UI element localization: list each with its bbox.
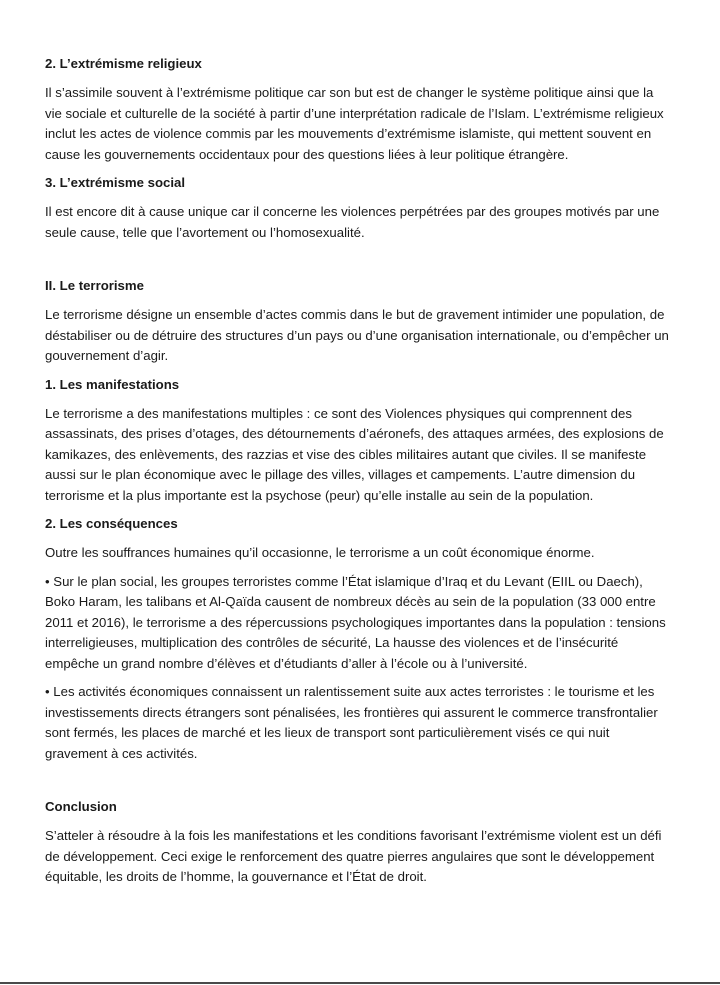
page-bottom-divider [0, 982, 720, 984]
paragraph-consequences-intro: Outre les souffrances humaines qu’il occasionne, le terrorisme a un coût économique énorme. [45, 545, 595, 560]
document-page [45, 54, 673, 888]
heading-extremisme-religieux: 2. L’extrémisme religieux [45, 56, 202, 71]
paragraph-extremisme-religieux: Il s’assimile souvent à l’extrémisme politique car son but est de changer le système politique ainsi que la vie sociale et culturelle de la société à partir d’une interprétation radicale de l’Islam. L’extrémisme religieux inclut les actes de violence commis par les mouvements d’extrémisme islamiste, qui mettent souvent en cause les gouvernements occidentaux pour des questions liées à leur politique étrangère. [45, 85, 664, 162]
paragraph-extremisme-social: Il est encore dit à cause unique car il concerne les violences perpétrées par des groupes motivés par une seule cause, telle que l’avortement ou l’homosexualité. [45, 204, 660, 240]
heading-terrorisme: II. Le terrorisme [45, 278, 144, 293]
paragraph-terrorisme: Le terrorisme désigne un ensemble d’actes commis dans le but de gravement intimider une population, de déstabiliser ou de détruire des structures d’un pays ou d’une organisation internationale, ou d’empêcher un gouvernement d’agir. [45, 307, 669, 363]
paragraph-conclusion: S’atteler à résoudre à la fois les manifestations et les conditions favorisant l’extrémisme violent est un défi de développement. Ceci exige le renforcement des quatre pierres angulaires que sont le développement équitable, les droits de l’homme, la gouvernance et l’État de droit. [45, 828, 662, 884]
paragraph-manifestations: Le terrorisme a des manifestations multiples : ce sont des Violences physiques qui comprennent des assassinats, des prises d’otages, des détournements d’aéronefs, des attaques armées, des explosions de kamikazes, des enlèvements, des razzias et vise des cibles militaires autant que civiles. Il se manifeste aussi sur le plan économique avec le pillage des villes, villages et campements. L’autre dimension du terrorisme et la plus importante est la psychose (peur) qu’elle installe au sein de la population. [45, 405, 664, 503]
heading-manifestations: 1. Les manifestations [45, 376, 180, 392]
heading-consequences: 2. Les conséquences [45, 516, 178, 531]
bullet-plan-social: • Sur le plan social, les groupes terroristes comme l’État islamique d’Iraq et du Levant (EIIL ou Daech), Boko Haram, les talibans et Al-Qaïda causent de nombreux décès au sein de la population (33 000 entre 2011 et 2016), le terrorisme a des répercussions psychologiques importantes dans la population : tensions interreligieuses, multiplication des contrôles de sécurité, La hausse des violences et de l’insécurité empêche un grand nombre d’élèves et d’étudiants d’aller à l’école ou à l’université. [45, 573, 666, 671]
heading-extremisme-social: 3. L’extrémisme social [45, 175, 186, 190]
heading-conclusion: Conclusion [45, 799, 117, 814]
bullet-activites-economiques: • Les activités économiques connaissent un ralentissement suite aux actes terroristes : le tourisme et les investissements directs étrangers sont pénalisées, les frontières qui assurent le commerce transfrontalier sont fermés, les places de marché et les lieux de transport sont particulièrement visés ce qui nuit gravement à ces activités. [45, 684, 658, 761]
